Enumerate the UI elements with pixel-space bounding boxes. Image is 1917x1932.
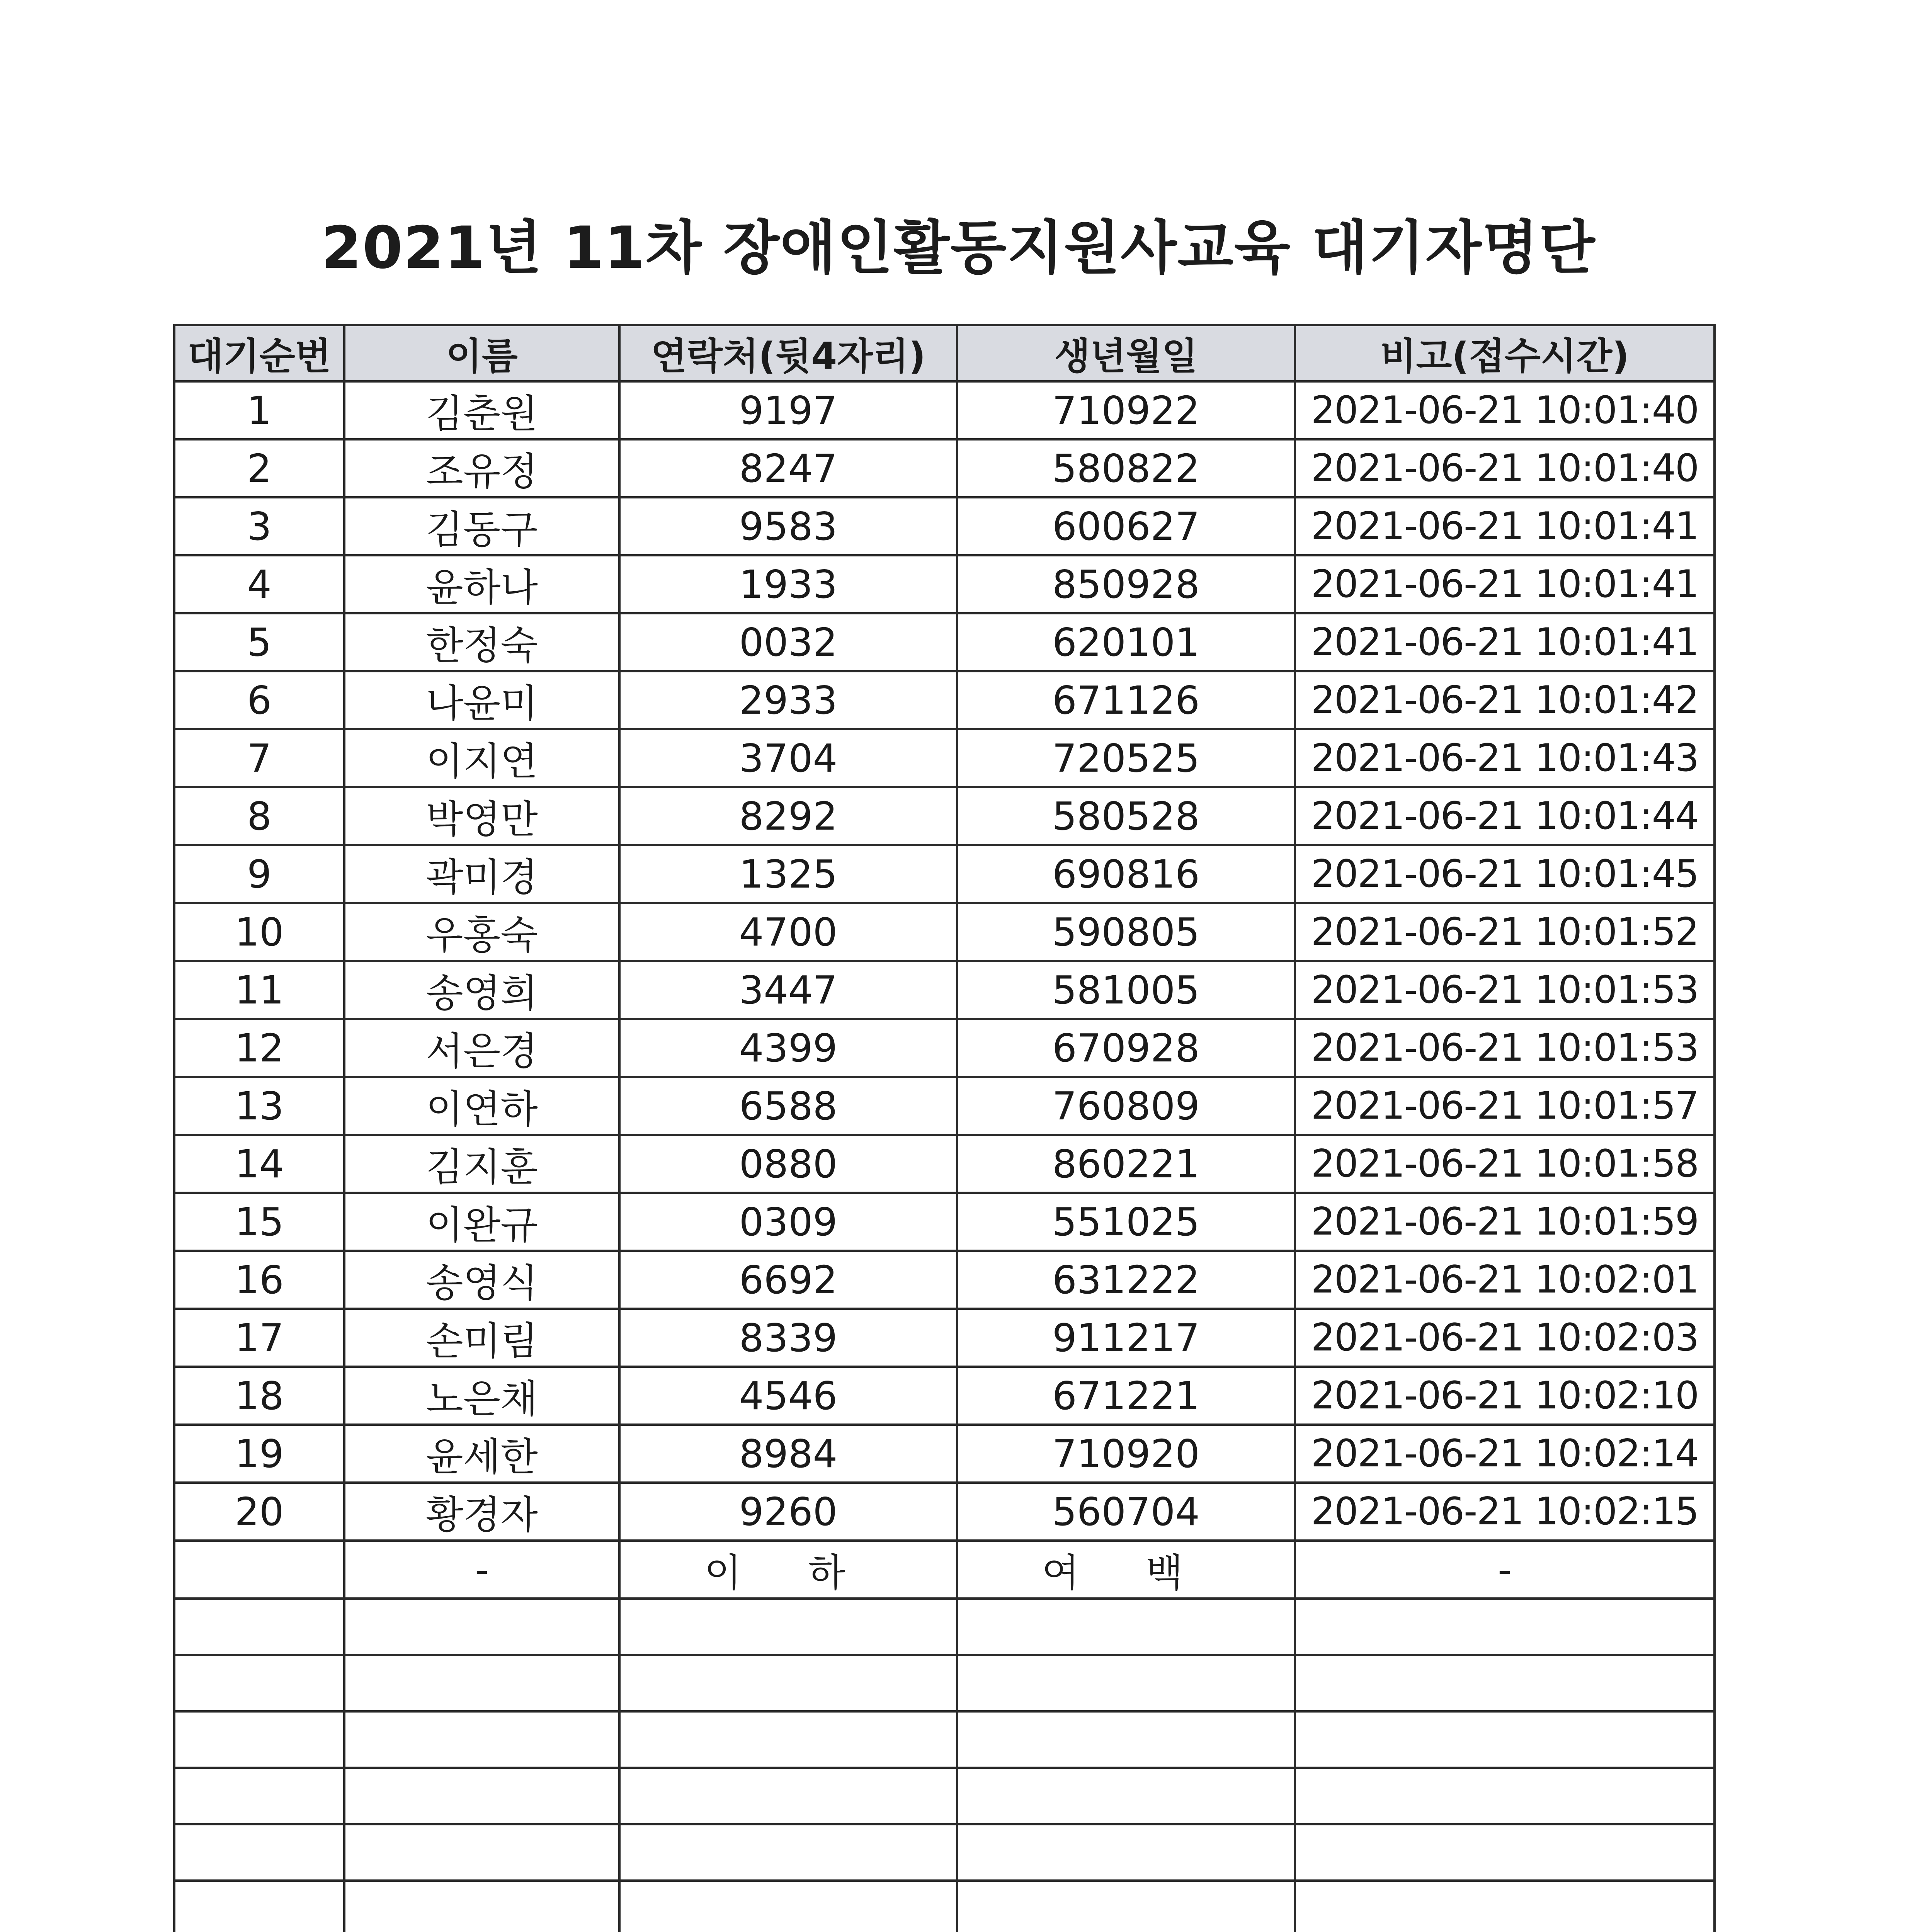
note-cell: 2021-06-21 10:01:41 (1295, 555, 1715, 613)
table-row (174, 381, 1715, 439)
name-cell: 박영만 (344, 787, 619, 845)
blank-cell (957, 1711, 1295, 1768)
name-cell: 곽미경 (344, 845, 619, 903)
note-cell: 2021-06-21 10:01:44 (1295, 787, 1715, 845)
table-row (174, 903, 1715, 961)
wait-number-cell: 2 (174, 439, 344, 497)
birthdate-cell: 590805 (957, 903, 1295, 961)
note-cell: 2021-06-21 10:01:40 (1295, 439, 1715, 497)
note-cell: 2021-06-21 10:01:45 (1295, 845, 1715, 903)
blank-cell (344, 1824, 619, 1881)
blank-cell (344, 1711, 619, 1768)
table-row (174, 1251, 1715, 1309)
blank-cell (1295, 1655, 1715, 1711)
table-row (174, 961, 1715, 1019)
blank-cell (619, 1655, 957, 1711)
phone-cell: 0309 (619, 1193, 957, 1251)
phone-cell: 4700 (619, 903, 957, 961)
birthdate-cell: 760809 (957, 1077, 1295, 1135)
blank-cell (957, 1599, 1295, 1655)
table-row (174, 555, 1715, 613)
birthdate-cell: 671221 (957, 1367, 1295, 1425)
blank-cell (619, 1599, 957, 1655)
end-of-list-row (174, 1541, 1715, 1599)
wait-number-cell: 5 (174, 613, 344, 671)
name-cell: 한정숙 (344, 613, 619, 671)
table-row (174, 1077, 1715, 1135)
note-cell: 2021-06-21 10:02:14 (1295, 1425, 1715, 1483)
phone-cell: 2933 (619, 671, 957, 729)
note-cell: 2021-06-21 10:01:42 (1295, 671, 1715, 729)
note-cell: 2021-06-21 10:02:01 (1295, 1251, 1715, 1309)
name-cell: 이완규 (344, 1193, 619, 1251)
blank-cell (619, 1824, 957, 1881)
birthdate-cell: 581005 (957, 961, 1295, 1019)
table-row (174, 1135, 1715, 1193)
blank-cell (619, 1881, 957, 1932)
note-cell: 2021-06-21 10:02:10 (1295, 1367, 1715, 1425)
waitlist-table (173, 324, 1716, 1932)
note-cell: 2021-06-21 10:01:53 (1295, 961, 1715, 1019)
header-phone: 연락처(뒷4자리) (619, 325, 957, 381)
note-cell: 2021-06-21 10:01:59 (1295, 1193, 1715, 1251)
phone-cell: 8292 (619, 787, 957, 845)
phone-cell: 1325 (619, 845, 957, 903)
table-body (174, 381, 1715, 1932)
table-row (174, 1425, 1715, 1483)
phone-cell: 0880 (619, 1135, 957, 1193)
blank-cell (1295, 1768, 1715, 1824)
blank-cell (619, 1768, 957, 1824)
blank-cell (1295, 1711, 1715, 1768)
blank-cell (957, 1655, 1295, 1711)
header-note: 비고(접수시간) (1295, 325, 1715, 381)
end-note-cell: - (1295, 1541, 1715, 1599)
phone-cell: 3447 (619, 961, 957, 1019)
wait-number-cell: 4 (174, 555, 344, 613)
blank-row (174, 1768, 1715, 1824)
name-cell: 이지연 (344, 729, 619, 787)
wait-number-cell: 14 (174, 1135, 344, 1193)
blank-cell (1295, 1824, 1715, 1881)
name-cell: 김춘원 (344, 381, 619, 439)
page-title: 2021년 11차 장애인활동지원사교육 대기자명단 (321, 214, 1596, 282)
birthdate-cell: 620101 (957, 613, 1295, 671)
birthdate-cell: 600627 (957, 497, 1295, 555)
end-phone-cell: 이 하 (619, 1541, 957, 1599)
birthdate-cell: 631222 (957, 1251, 1295, 1309)
phone-cell: 6692 (619, 1251, 957, 1309)
note-cell: 2021-06-21 10:01:41 (1295, 497, 1715, 555)
name-cell: 황경자 (344, 1483, 619, 1541)
birthdate-cell: 671126 (957, 671, 1295, 729)
wait-number-cell: 17 (174, 1309, 344, 1367)
blank-cell (957, 1881, 1295, 1932)
phone-cell: 9260 (619, 1483, 957, 1541)
table-row (174, 787, 1715, 845)
phone-cell: 8339 (619, 1309, 957, 1367)
birthdate-cell: 690816 (957, 845, 1295, 903)
note-cell: 2021-06-21 10:01:41 (1295, 613, 1715, 671)
wait-number-cell: 18 (174, 1367, 344, 1425)
table-row (174, 1483, 1715, 1541)
end-birthdate-cell: 여 백 (957, 1541, 1295, 1599)
blank-cell (344, 1768, 619, 1824)
blank-cell (174, 1824, 344, 1881)
name-cell: 윤세한 (344, 1425, 619, 1483)
header-name: 이름 (344, 325, 619, 381)
birthdate-cell: 911217 (957, 1309, 1295, 1367)
phone-cell: 4399 (619, 1019, 957, 1077)
name-cell: 노은채 (344, 1367, 619, 1425)
wait-number-cell: 10 (174, 903, 344, 961)
table-row (174, 497, 1715, 555)
birthdate-cell: 551025 (957, 1193, 1295, 1251)
table-row (174, 1309, 1715, 1367)
table-row (174, 729, 1715, 787)
note-cell: 2021-06-21 10:01:40 (1295, 381, 1715, 439)
birthdate-cell: 720525 (957, 729, 1295, 787)
blank-cell (1295, 1599, 1715, 1655)
phone-cell: 9197 (619, 381, 957, 439)
table-row (174, 671, 1715, 729)
blank-cell (957, 1768, 1295, 1824)
wait-number-cell: 16 (174, 1251, 344, 1309)
blank-row (174, 1599, 1715, 1655)
end-name-cell: - (344, 1541, 619, 1599)
blank-row (174, 1711, 1715, 1768)
birthdate-cell: 670928 (957, 1019, 1295, 1077)
phone-cell: 6588 (619, 1077, 957, 1135)
name-cell: 서은경 (344, 1019, 619, 1077)
table-row (174, 1019, 1715, 1077)
blank-row (174, 1655, 1715, 1711)
waitlist-table-container (173, 324, 1713, 1932)
blank-cell (957, 1824, 1295, 1881)
name-cell: 김지훈 (344, 1135, 619, 1193)
note-cell: 2021-06-21 10:02:03 (1295, 1309, 1715, 1367)
table-row (174, 845, 1715, 903)
birthdate-cell: 580528 (957, 787, 1295, 845)
name-cell: 송영희 (344, 961, 619, 1019)
table-row (174, 439, 1715, 497)
phone-cell: 1933 (619, 555, 957, 613)
birthdate-cell: 560704 (957, 1483, 1295, 1541)
table-row (174, 1367, 1715, 1425)
name-cell: 조유정 (344, 439, 619, 497)
note-cell: 2021-06-21 10:01:57 (1295, 1077, 1715, 1135)
birthdate-cell: 850928 (957, 555, 1295, 613)
birthdate-cell: 860221 (957, 1135, 1295, 1193)
wait-number-cell: 13 (174, 1077, 344, 1135)
wait-number-cell: 19 (174, 1425, 344, 1483)
blank-row (174, 1881, 1715, 1932)
wait-number-cell: 8 (174, 787, 344, 845)
wait-number-cell: 11 (174, 961, 344, 1019)
phone-cell: 8247 (619, 439, 957, 497)
wait-number-cell: 1 (174, 381, 344, 439)
end-wait-number-cell (174, 1541, 344, 1599)
table-row (174, 613, 1715, 671)
name-cell: 손미림 (344, 1309, 619, 1367)
note-cell: 2021-06-21 10:01:58 (1295, 1135, 1715, 1193)
note-cell: 2021-06-21 10:01:52 (1295, 903, 1715, 961)
name-cell: 김동구 (344, 497, 619, 555)
header-birthdate: 생년월일 (957, 325, 1295, 381)
wait-number-cell: 7 (174, 729, 344, 787)
name-cell: 송영식 (344, 1251, 619, 1309)
blank-cell (344, 1599, 619, 1655)
blank-cell (174, 1711, 344, 1768)
phone-cell: 3704 (619, 729, 957, 787)
blank-cell (174, 1599, 344, 1655)
blank-cell (174, 1768, 344, 1824)
note-cell: 2021-06-21 10:02:15 (1295, 1483, 1715, 1541)
blank-row (174, 1824, 1715, 1881)
name-cell: 이연하 (344, 1077, 619, 1135)
note-cell: 2021-06-21 10:01:43 (1295, 729, 1715, 787)
birthdate-cell: 580822 (957, 439, 1295, 497)
wait-number-cell: 20 (174, 1483, 344, 1541)
blank-cell (619, 1711, 957, 1768)
table-row (174, 1193, 1715, 1251)
wait-number-cell: 15 (174, 1193, 344, 1251)
phone-cell: 9583 (619, 497, 957, 555)
table-header-row (174, 325, 1715, 381)
wait-number-cell: 9 (174, 845, 344, 903)
wait-number-cell: 12 (174, 1019, 344, 1077)
note-cell: 2021-06-21 10:01:53 (1295, 1019, 1715, 1077)
wait-number-cell: 6 (174, 671, 344, 729)
blank-cell (1295, 1881, 1715, 1932)
blank-cell (344, 1655, 619, 1711)
birthdate-cell: 710922 (957, 381, 1295, 439)
name-cell: 윤하나 (344, 555, 619, 613)
blank-cell (344, 1881, 619, 1932)
phone-cell: 0032 (619, 613, 957, 671)
name-cell: 나윤미 (344, 671, 619, 729)
blank-cell (174, 1881, 344, 1932)
birthdate-cell: 710920 (957, 1425, 1295, 1483)
wait-number-cell: 3 (174, 497, 344, 555)
name-cell: 우홍숙 (344, 903, 619, 961)
blank-cell (174, 1655, 344, 1711)
phone-cell: 8984 (619, 1425, 957, 1483)
phone-cell: 4546 (619, 1367, 957, 1425)
header-wait-number: 대기순번 (174, 325, 344, 381)
